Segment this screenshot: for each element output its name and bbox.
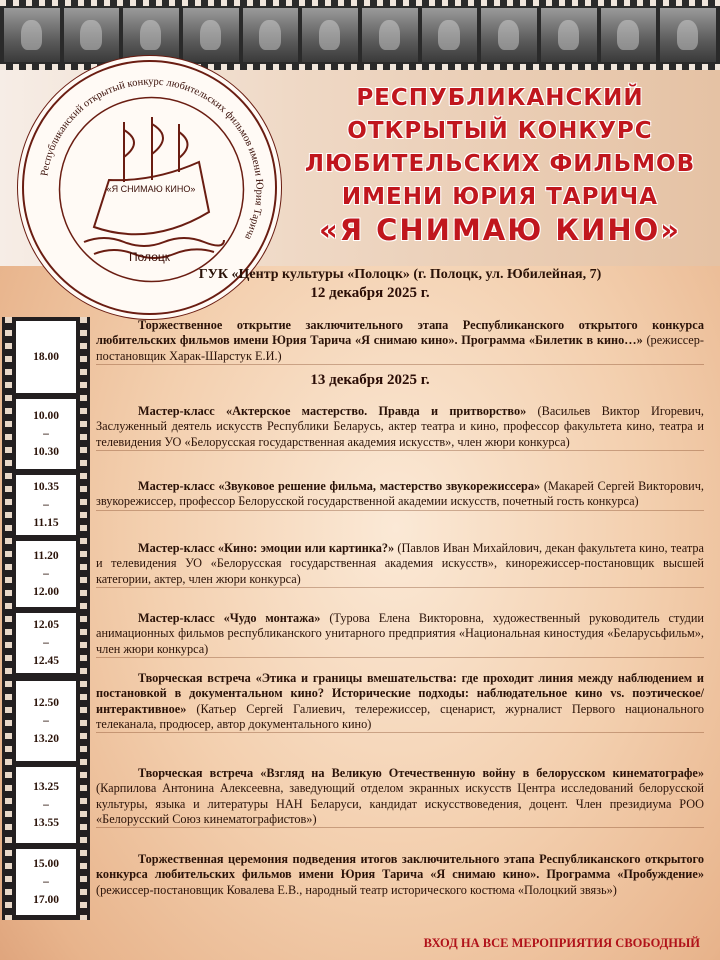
event-details: (Карпилова Антонина Алексеевна, заведующий отделом экранных искусств Центра исследований белорусской культуры, языка и литературы НАН Беларуси, кандидат искусствоведения, доцент. Член президиума РОО «Белорусский Союз кинематографистов») <box>96 781 704 826</box>
film-frame-photo <box>302 8 358 62</box>
time-dash: – <box>43 715 49 727</box>
time-end: 11.15 <box>33 517 59 529</box>
time-dash: – <box>43 637 49 649</box>
time-slot <box>16 541 76 607</box>
time-slot <box>16 321 76 393</box>
event-details: (Васильев Виктор Игоревич, Заслуженный деятель искусств Республики Беларусь, актер театра и кино, профессор факультета кино, театра и телевидения УО «Белорусская государственная академия искусств», член жюри конкурса) <box>96 404 704 449</box>
time-slot <box>16 681 76 761</box>
event-details: (режиссер-постановщик Харак-Шарстук Е.И.) <box>96 333 705 363</box>
logo-inner-text: «Я СНИМАЮ КИНО» <box>106 184 196 194</box>
film-frame-photo <box>422 8 478 62</box>
event-title: Мастер-класс «Звуковое решение фильма, мастерство звукорежиссера» <box>138 479 541 493</box>
film-frame-photo <box>660 8 716 62</box>
time-slot <box>16 613 76 673</box>
time-start: 10.00 <box>33 410 59 422</box>
title-line-main: «Я СНИМАЮ КИНО» <box>318 213 682 247</box>
time-dash: – <box>43 799 49 811</box>
event-title: Торжественное открытие заключительного этапа Республиканского открытого конкурса любительских фильмов имени Юрия Тарича «Я снимаю кино». Программа «Билетик в кино…» <box>96 318 704 348</box>
film-frames <box>4 8 716 62</box>
film-frame-photo <box>243 8 299 62</box>
date-heading: 12 декабря 2025 г. <box>310 285 430 301</box>
event-entry <box>96 404 704 451</box>
logo-ring-text: Республиканский открытый конкурс любительских фильмов имени Юрия Тарича <box>39 76 265 242</box>
event-title: Мастер-класс «Актерское мастерство. Правда и притворство» <box>138 404 527 418</box>
time-slot <box>16 849 76 915</box>
time-end: 12.45 <box>33 655 59 667</box>
event-details: (Павлов Иван Михайлович, декан факультета кино, театра и телевидения УО «Белорусская государственная академия искусств», кинорежиссер-постановщик высшей категории, актер, член жюри конкурса) <box>96 541 705 586</box>
title-line: ИМЕНИ ЮРИЯ ТАРИЧА <box>341 184 659 210</box>
venue-line: ГУК «Центр культуры «Полоцк» (г. Полоцк, ул. Юбилейная, 7) <box>198 267 602 282</box>
time-start: 10.35 <box>33 481 59 493</box>
time-start: 13.25 <box>33 781 59 793</box>
time-end: 12.00 <box>33 586 59 598</box>
film-frame-photo <box>601 8 657 62</box>
event-details: (режиссер-постановщик Ковалева Е.В., народный театр исторического костюма «Полоцкий звязь») <box>96 882 617 897</box>
event-title: Торжественная церемония подведения итогов заключительного этапа Республиканского открытого конкурса любительских фильмов имени Юрия Тарича «Я снимаю кино». Программа «Пробуждение» <box>96 852 704 882</box>
event-entry <box>96 318 704 365</box>
page-title <box>290 82 710 247</box>
film-frame-photo <box>4 8 60 62</box>
film-perforation-top <box>0 0 720 6</box>
time-end: 17.00 <box>33 894 59 906</box>
time-start: 12.05 <box>33 619 59 631</box>
film-frame-photo <box>481 8 537 62</box>
title-line: РЕСПУБЛИКАНСКИЙ <box>356 85 644 111</box>
time-start: 12.50 <box>33 697 59 709</box>
event-details: (Катьер Сергей Галиевич, телережиссер, сценарист, журналист Первого национального телеканала, продюсер, автор документального кино) <box>96 701 704 731</box>
event-title: Мастер-класс «Кино: эмоции или картинка?» <box>138 541 395 555</box>
event-title: Творческая встреча «Взгляд на Великую Отечественную войну в белорусском кинематографе» <box>138 766 704 780</box>
time-dash: – <box>43 499 49 511</box>
time-dash: – <box>43 876 49 888</box>
free-entry-notice: ВХОД НА ВСЕ МЕРОПРИЯТИЯ СВОБОДНЫЙ <box>423 936 700 950</box>
event-entry <box>96 479 704 511</box>
date-heading: 13 декабря 2025 г. <box>310 372 430 388</box>
event-title: Творческая встреча «Этика и границы вмешательства: где проходит линия между наблюдением и постановкой в документальном кино? Исторические подходы: наблюдательное кино vs. поэтическое/интерактивное» <box>96 671 704 716</box>
time-end: 13.55 <box>33 817 59 829</box>
time-start: 18.00 <box>33 351 59 363</box>
event-entry <box>96 611 704 658</box>
top-film-strip <box>0 0 720 70</box>
event-entry <box>96 541 704 588</box>
time-slot <box>16 475 76 535</box>
film-frame-photo <box>123 8 179 62</box>
time-start: 15.00 <box>33 858 59 870</box>
time-slot <box>16 399 76 469</box>
title-line: ЛЮБИТЕЛЬСКИХ ФИЛЬМОВ <box>304 151 696 177</box>
logo-city: Полоцк <box>129 250 170 264</box>
time-slot <box>16 767 76 843</box>
time-start: 11.20 <box>33 550 59 562</box>
film-frame-photo <box>183 8 239 62</box>
event-details: (Макарей Сергей Викторович, звукорежиссер, профессор Белорусской государственной академии искусств, почетный гость конкурса) <box>96 479 705 509</box>
event-entry <box>96 852 704 898</box>
time-dash: – <box>43 568 49 580</box>
event-details: (Турова Елена Викторовна, художественный руководитель студии анимационных фильмов республиканского унитарного предприятия «Национальная киностудия «Беларусьфильм», член жюри конкурса) <box>96 611 704 656</box>
time-end: 10.30 <box>33 446 59 458</box>
time-end: 13.20 <box>33 733 59 745</box>
event-entry <box>96 671 704 733</box>
event-entry <box>96 766 704 828</box>
title-line: ОТКРЫТЫЙ КОНКУРС <box>347 118 653 144</box>
film-frame-photo <box>362 8 418 62</box>
film-frame-photo <box>541 8 597 62</box>
time-dash: – <box>43 428 49 440</box>
film-frame-photo <box>64 8 120 62</box>
event-title: Мастер-класс «Чудо монтажа» <box>138 611 321 625</box>
time-film-column <box>2 317 90 920</box>
